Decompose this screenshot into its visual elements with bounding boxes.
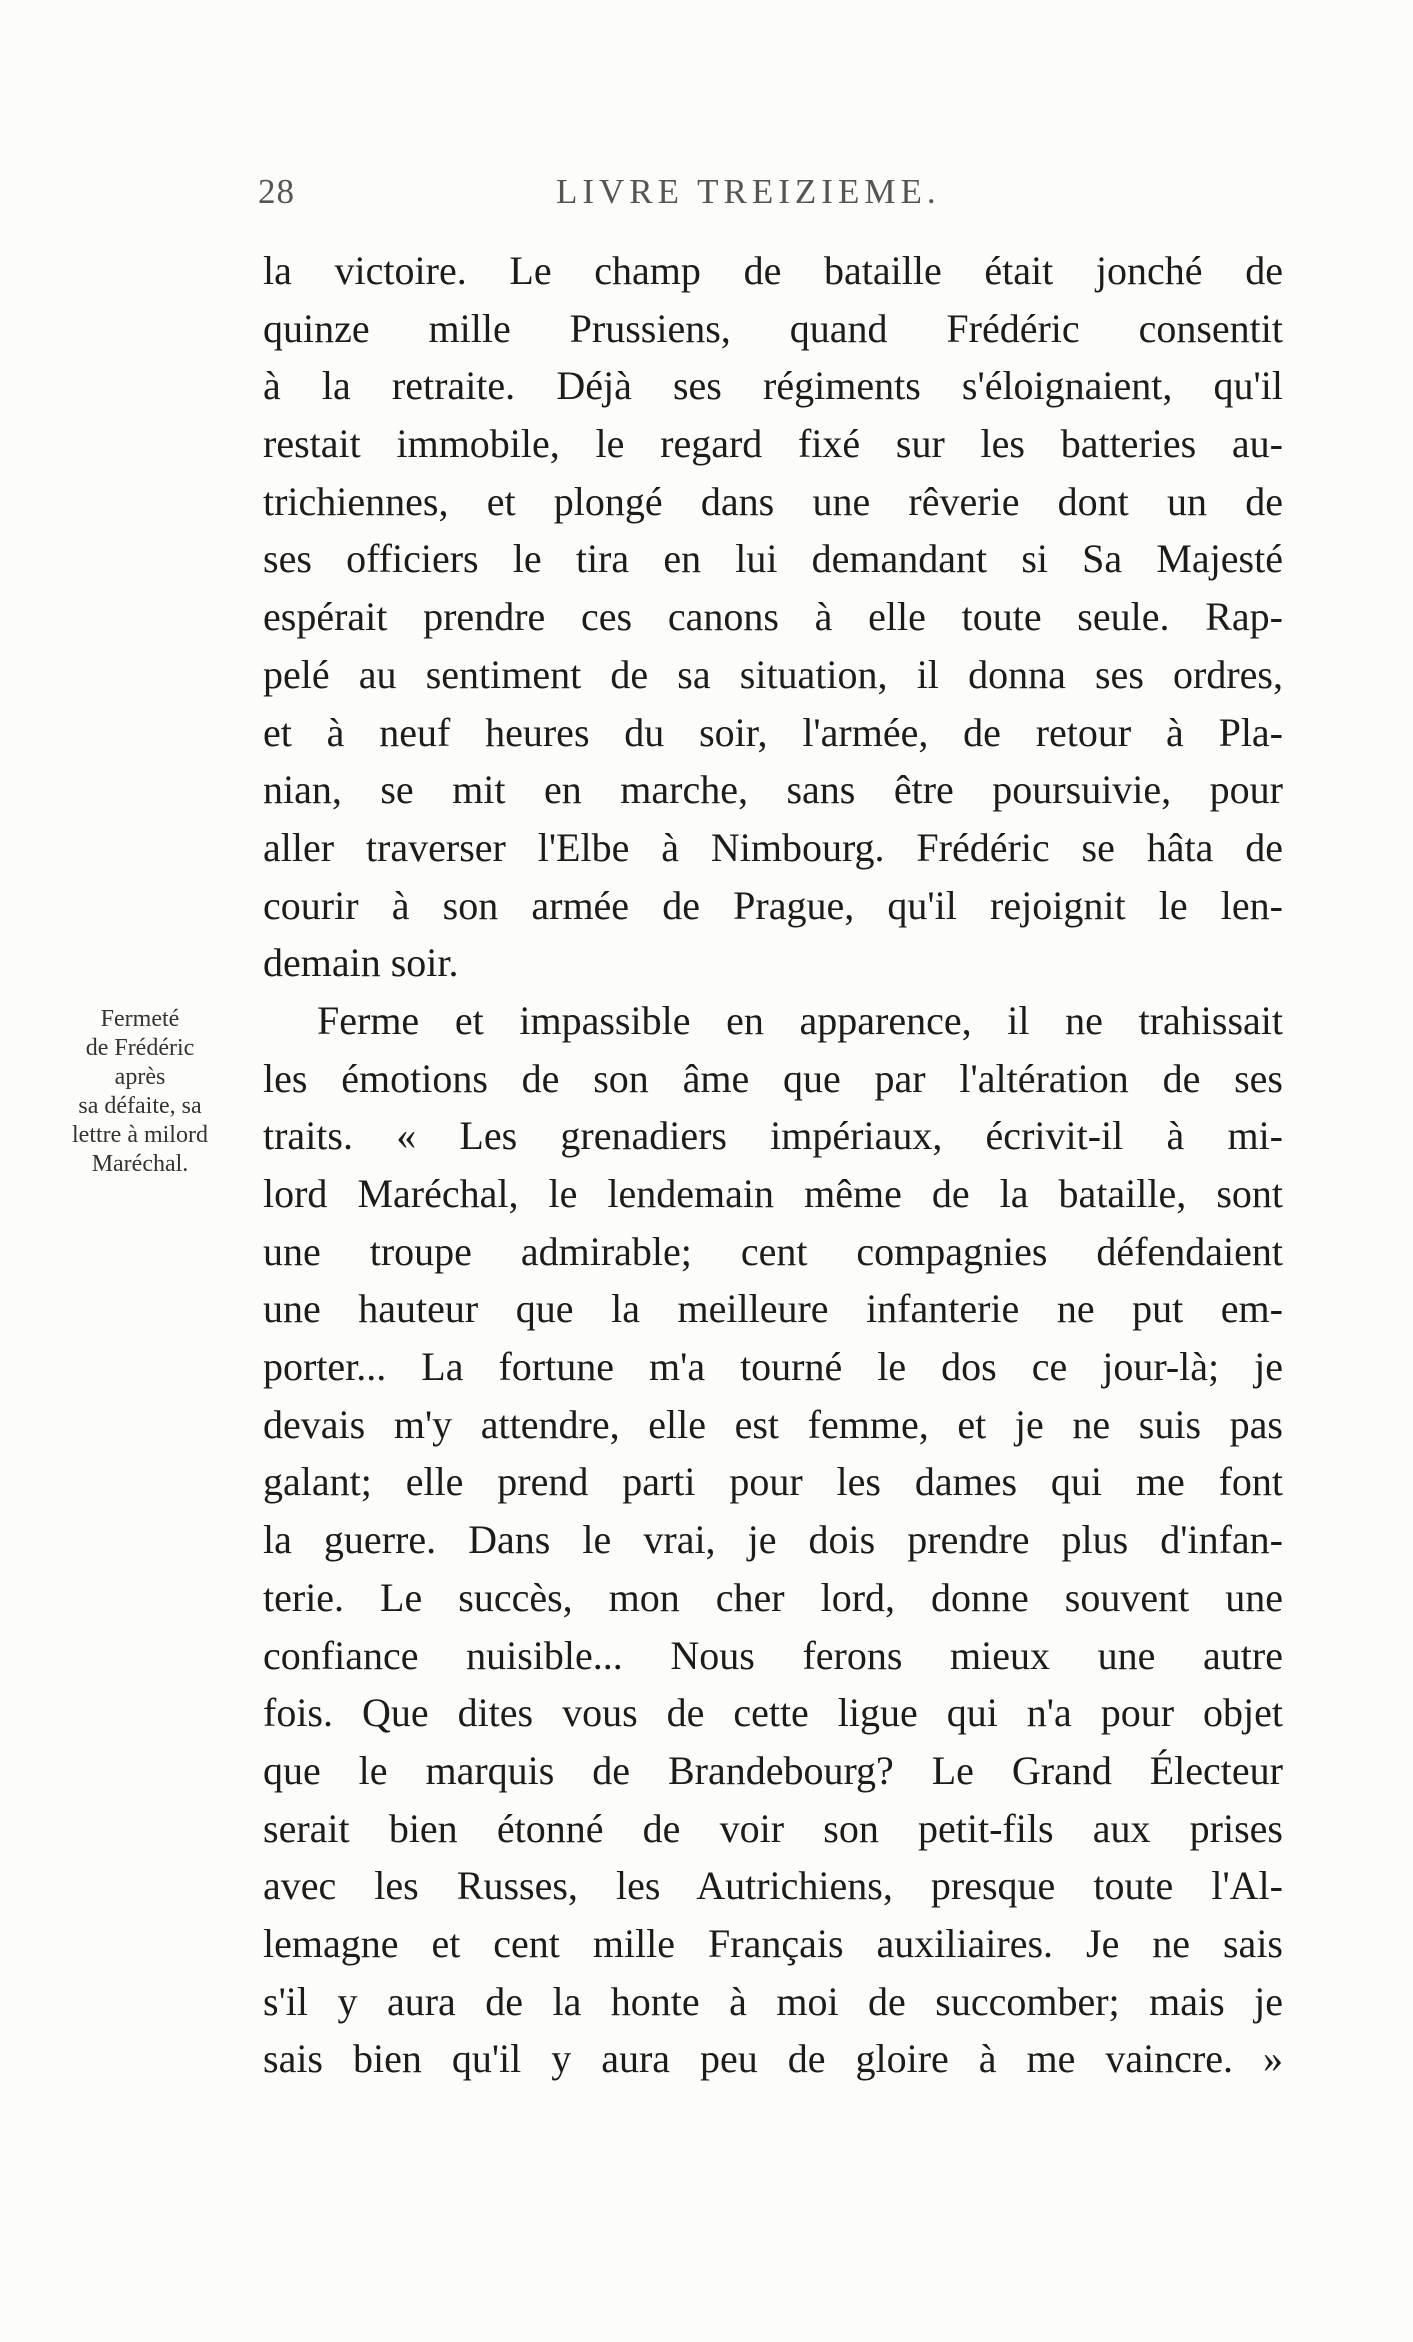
margin-note [50,1005,230,1179]
text-line: une hauteur que la meilleure infanterie ne put em- [263,1286,1283,1332]
text-line: la guerre. Dans le vrai, je dois prendre plus d'infan- [263,1517,1283,1563]
text-line: devais m'y attendre, elle est femme, et je ne suis pas [263,1401,1283,1447]
text-line: Ferme et impassible en apparence, il ne trahissait [317,997,1283,1043]
text-line: et à neuf heures du soir, l'armée, de retour à Pla- [263,709,1283,755]
text-line: confiance nuisible... Nous ferons mieux une autre [263,1632,1283,1678]
page-number: 28 [258,172,295,211]
margin-note-line: sa défaite, sa [78,1093,202,1119]
margin-note-line: de Frédéric [85,1035,195,1061]
text-line: trichiennes, et plongé dans une rêverie dont un de [263,478,1283,524]
margin-note-line: après [114,1064,166,1090]
text-line: terie. Le succès, mon cher lord, donne souvent une [263,1574,1283,1620]
text-line: que le marquis de Brandebourg? Le Grand Électeur [263,1747,1283,1793]
text-line: restait immobile, le regard fixé sur les batteries au- [263,421,1283,467]
body-text [263,242,1283,2088]
text-line: quinze mille Prussiens, quand Frédéric consentit [263,305,1283,351]
text-line: avec les Russes, les Autrichiens, presque toute l'Al- [263,1863,1283,1909]
margin-note-line: Fermeté [100,1006,180,1032]
text-line: s'il y aura de la honte à moi de succomber; mais je [263,1978,1283,2024]
text-line: lemagne et cent mille Français auxiliaires. Je ne sais [263,1920,1283,1966]
text-line: nian, se mit en marche, sans être poursuivie, pour [263,767,1283,813]
text-line: la victoire. Le champ de bataille était jonché de [263,248,1283,293]
text-line: aller traverser l'Elbe à Nimbourg. Frédéric se hâta de [263,824,1283,870]
text-line: demain soir. [263,940,459,986]
text-line: fois. Que dites vous de cette ligue qui n'a pour objet [263,1690,1283,1736]
text-line: ses officiers le tira en lui demandant si Sa Majesté [263,536,1283,582]
running-title: LIVRE TREIZIEME. [556,172,941,211]
margin-note-line: lettre à milord [72,1122,208,1148]
text-line: les émotions de son âme que par l'altération de ses [263,1055,1283,1101]
text-line: espérait prendre ces canons à elle toute seule. Rap- [263,594,1283,640]
text-line: courir à son armée de Prague, qu'il rejoignit le len- [263,882,1283,928]
text-line: serait bien étonné de voir son petit-fils aux prises [263,1805,1283,1851]
text-line: porter... La fortune m'a tourné le dos ce jour-là; je [263,1344,1283,1390]
text-line: galant; elle prend parti pour les dames qui me font [263,1459,1283,1505]
text-line: traits. « Les grenadiers impériaux, écrivit-il à mi- [263,1113,1283,1159]
text-line: sais bien qu'il y aura peu de gloire à me vaincre. » [263,2036,1283,2082]
text-line: à la retraite. Déjà ses régiments s'éloignaient, qu'il [263,363,1283,409]
text-line: une troupe admirable; cent compagnies défendaient [263,1228,1283,1274]
text-line: lord Maréchal, le lendemain même de la bataille, sont [263,1171,1283,1216]
text-line: pelé au sentiment de sa situation, il donna ses ordres, [263,651,1283,697]
margin-note-line: Maréchal. [91,1151,189,1177]
